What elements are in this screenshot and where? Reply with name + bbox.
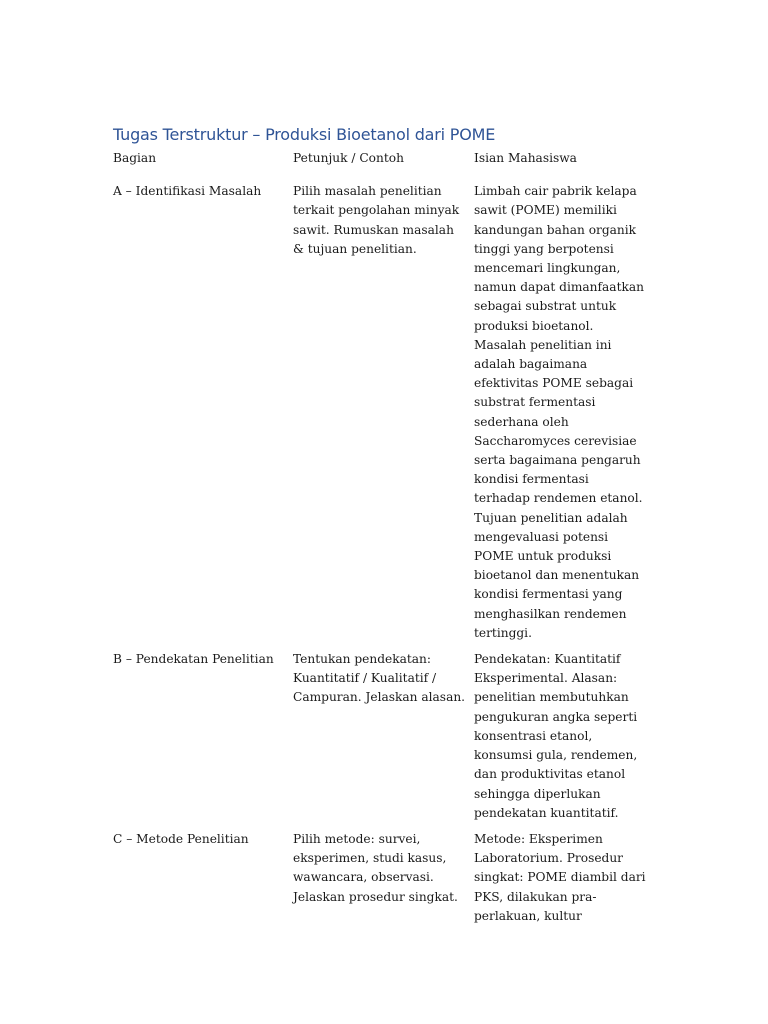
row-guide-cell <box>293 830 474 933</box>
guide-text: Tentukan pendekatan: Kuantitatif / Kualitatif / Campuran. Jelaskan alasan. <box>293 652 466 705</box>
answer-text: Limbah cair pabrik kelapa sawit (POME) memiliki kandungan bahan organik tinggi yang berpotensi mencemari lingkungan, namun dapat dimanfaatkan sebagai substrat untuk produksi bioetanol. Masalah penelitian ini adalah bagaimana efektivitas POME sebagai substrat fermentasi sederhana oleh Saccharomyces cerevisiae serta bagaimana pengaruh kondisi fermentasi terhadap rendemen etanol. Tujuan penelitian adalah mengevaluasi potensi POME untuk produksi bioetanol dan menentukan kondisi fermentasi yang menghasilkan rendemen tertinggi. <box>474 184 644 640</box>
table-header-row <box>113 149 653 182</box>
row-section-cell <box>113 182 293 650</box>
section-label: C – Metode Penelitian <box>113 831 249 846</box>
guide-text: Pilih metode: survei, eksperimen, studi kasus, wawancara, observasi. Jelaskan prosedur singkat. <box>293 831 458 904</box>
section-label: B – Pendekatan Penelitian <box>113 652 274 667</box>
row-section-cell <box>113 830 293 933</box>
row-answer-cell <box>474 182 653 650</box>
answer-text: Pendekatan: Kuantitatif Eksperimental. Alasan: penelitian membutuhkan pengukuran angka seperti konsentrasi etanol, konsumsi gula, rendemen, dan produktivitas etanol sehingga diperlukan pendekatan kuantitatif. <box>474 652 638 820</box>
answer-text: Metode: Eksperimen Laboratorium. Prosedur singkat: POME diambil dari PKS, dilakukan pra-perlakuan, kultur <box>474 831 646 923</box>
table-row <box>113 830 653 933</box>
document-title: Tugas Terstruktur – Produksi Bioetanol dari POME <box>113 125 496 144</box>
row-guide-cell <box>293 182 474 650</box>
column-header-bagian: Bagian <box>113 151 157 165</box>
row-answer-cell <box>474 650 653 830</box>
table-row <box>113 650 653 830</box>
table-row <box>113 182 653 650</box>
column-header-isian: Isian Mahasiswa <box>474 151 577 165</box>
row-answer-cell <box>474 830 653 933</box>
column-header-petunjuk: Petunjuk / Contoh <box>293 151 404 165</box>
guide-text: Pilih masalah penelitian terkait pengolahan minyak sawit. Rumuskan masalah & tujuan penelitian. <box>293 184 460 256</box>
assignment-table <box>113 149 653 933</box>
row-section-cell <box>113 650 293 830</box>
section-label: A – Identifikasi Masalah <box>113 184 262 199</box>
row-guide-cell <box>293 650 474 830</box>
